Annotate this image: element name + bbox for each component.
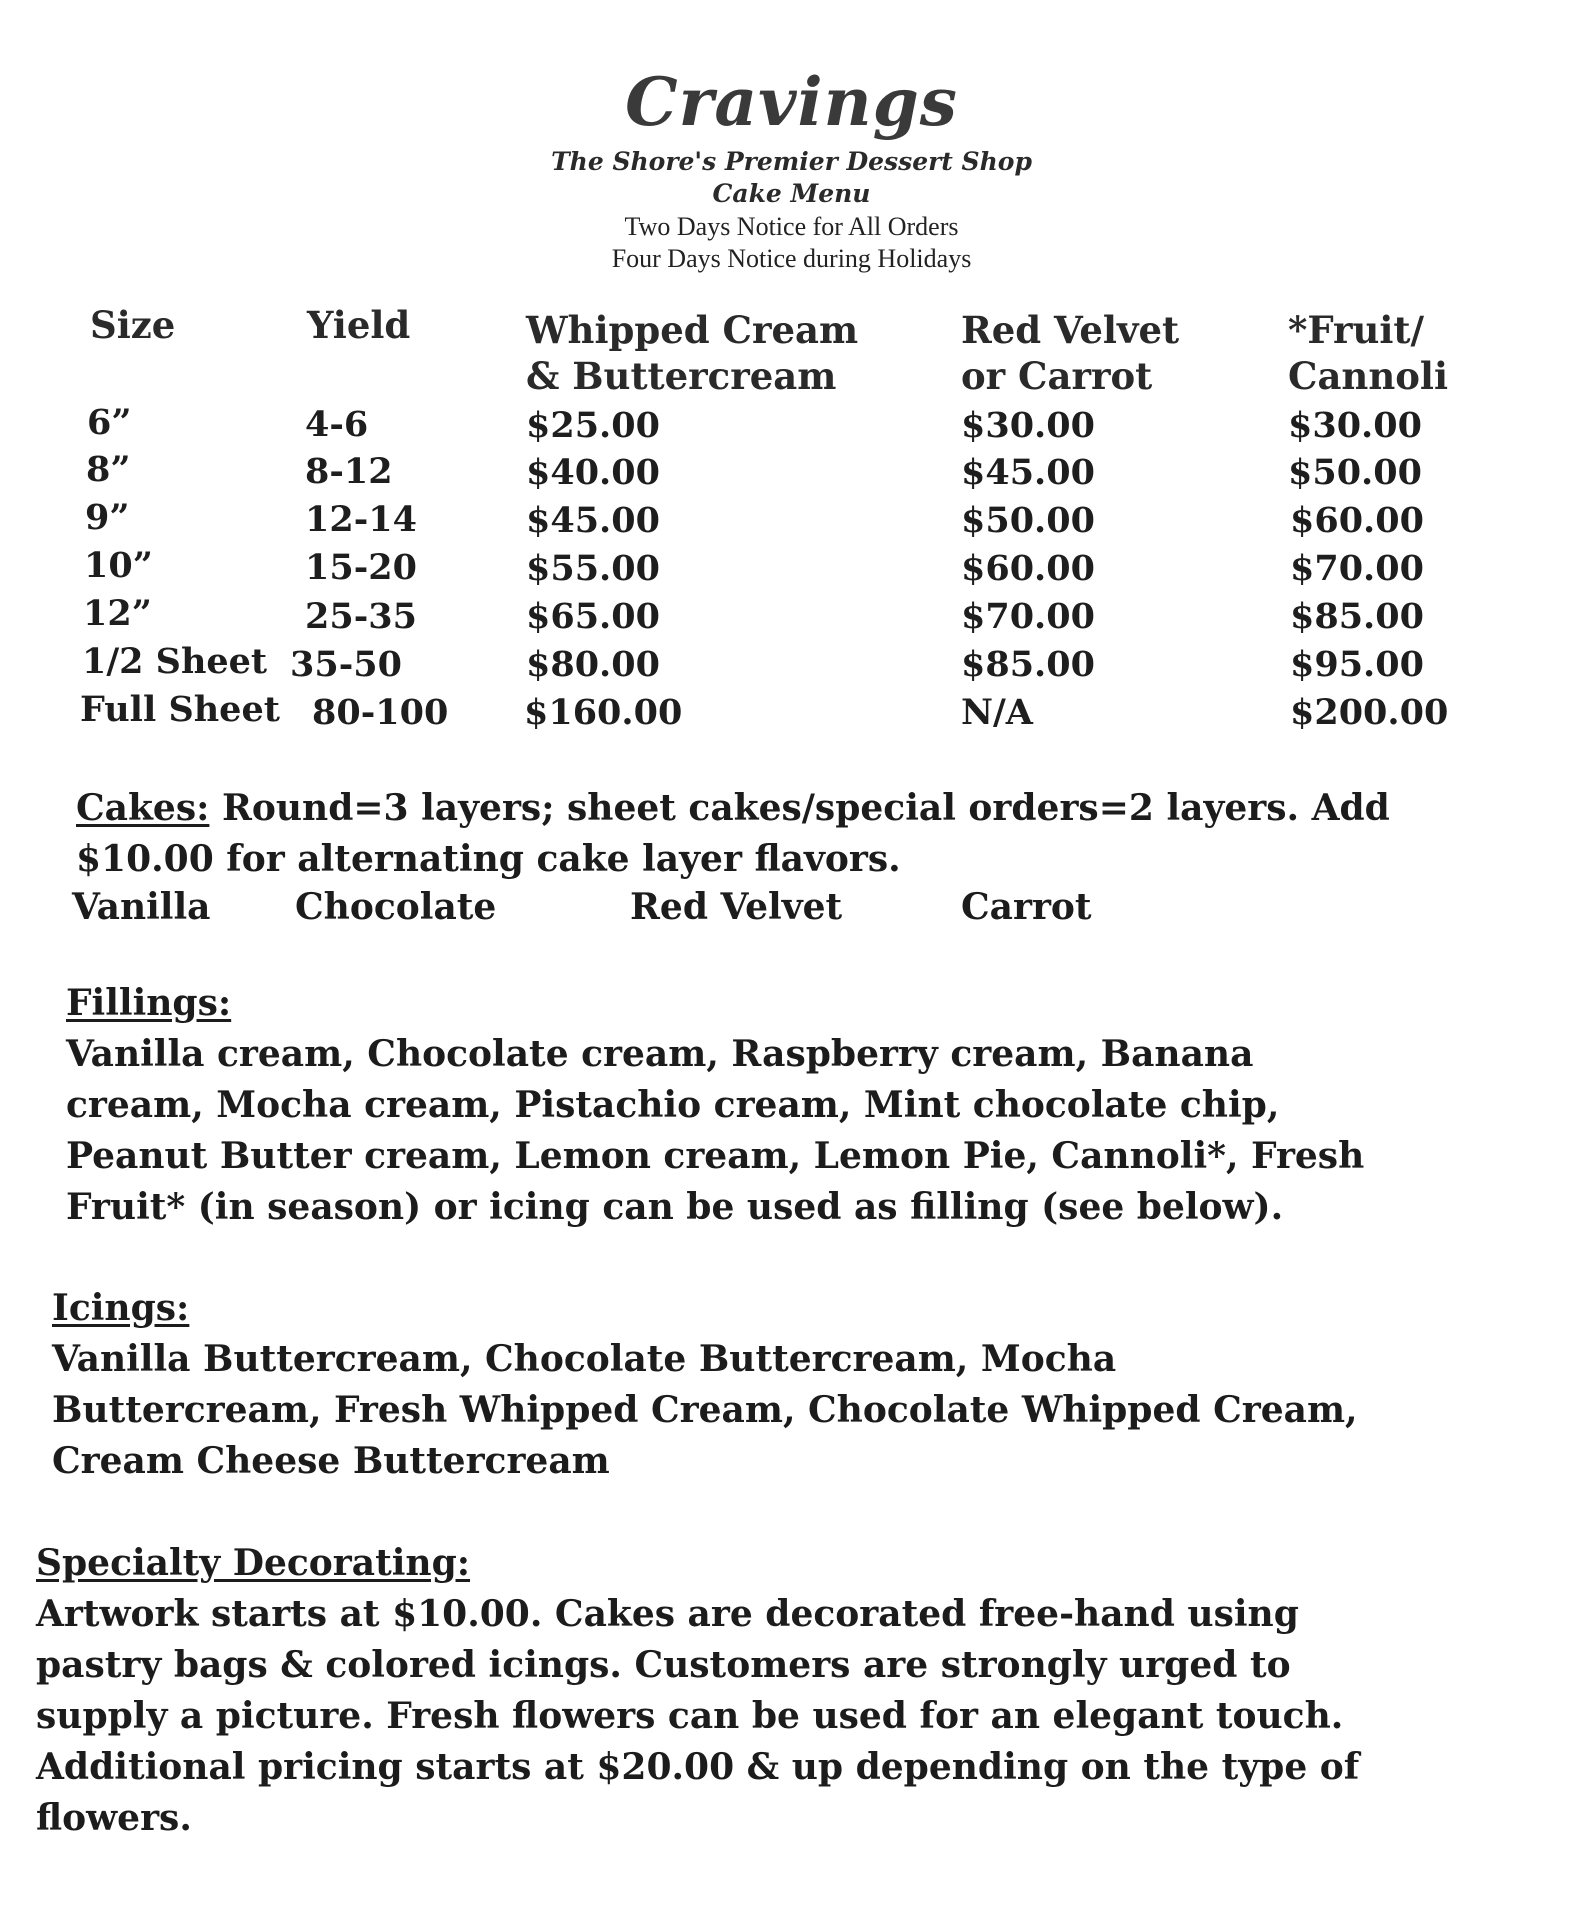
table-row-whipped-price: $40.00 (526, 452, 660, 493)
cakes-text-line-2: $10.00 for alternating cake layer flavors. (76, 838, 901, 880)
table-row-fruit-price: $50.00 (1288, 452, 1422, 493)
decorating-line: pastry bags & colored icings. Customers are strongly urged to (36, 1644, 1291, 1686)
shop-title: Cravings (625, 63, 958, 141)
header-whipped-line-2: & Buttercream (526, 354, 837, 398)
fillings-line: Peanut Butter cream, Lemon cream, Lemon Pie, Cannoli*, Fresh (66, 1135, 1365, 1177)
decorating-section (36, 1538, 1359, 1844)
icings-line: Vanilla Buttercream, Chocolate Buttercream, Mocha (52, 1338, 1117, 1380)
shop-tagline: The Shore's Premier Dessert Shop (551, 147, 1032, 176)
table-row-size: 9” (85, 497, 130, 538)
table-row-whipped-price: $45.00 (526, 500, 660, 541)
icings-section (52, 1283, 1358, 1487)
table-row-fruit-price: $95.00 (1290, 644, 1424, 685)
table-row-fruit-price: $200.00 (1290, 692, 1449, 733)
table-row-red-price: $50.00 (961, 500, 1095, 541)
header-red-line-2: or Carrot (961, 354, 1153, 398)
table-row-red-price: $45.00 (961, 452, 1095, 493)
table-row-red-price: N/A (961, 692, 1033, 733)
table-row-size: Full Sheet (80, 689, 280, 730)
fillings-section (66, 978, 1364, 1233)
table-row-yield: 80-100 (312, 692, 449, 733)
fillings-line: cream, Mocha cream, Pistachio cream, Mint chocolate chip, (66, 1084, 1280, 1126)
notice-standard: Two Days Notice for All Orders (624, 212, 959, 241)
table-row-whipped-price: $55.00 (526, 548, 660, 589)
table-row-whipped-price: $25.00 (526, 405, 660, 446)
table-row-whipped-price: $160.00 (524, 692, 683, 733)
table-row-size: 12” (83, 593, 152, 634)
table-row-size: 8” (86, 449, 131, 490)
table-row-red-price: $60.00 (961, 548, 1095, 589)
decorating-heading: Specialty Decorating: (36, 1542, 471, 1584)
icings-heading: Icings: (52, 1287, 190, 1329)
decorating-line: Artwork starts at $10.00. Cakes are decorated free-hand using (36, 1593, 1299, 1635)
table-row-yield: 12-14 (305, 499, 417, 540)
menu-name: Cake Menu (712, 179, 871, 208)
table-row-red-price: $30.00 (961, 405, 1095, 446)
fillings-line: Fruit* (in season) or icing can be used as filling (see below). (66, 1186, 1284, 1228)
header-yield: Yield (307, 303, 411, 347)
decorating-line: supply a picture. Fresh flowers can be used for an elegant touch. (36, 1695, 1344, 1737)
table-row-size: 10” (84, 545, 153, 586)
cakes-section (76, 783, 1390, 885)
fillings-heading: Fillings: (66, 982, 232, 1024)
cakes-heading: Cakes: (76, 787, 210, 829)
table-row-yield: 8-12 (305, 451, 393, 492)
table-row-whipped-price: $80.00 (526, 644, 660, 685)
header-whipped-line-1: Whipped Cream (526, 308, 859, 352)
decorating-line: flowers. (36, 1797, 192, 1839)
table-row-red-price: $70.00 (961, 596, 1095, 637)
icings-line: Cream Cheese Buttercream (52, 1440, 610, 1482)
icings-line: Buttercream, Fresh Whipped Cream, Chocolate Whipped Cream, (52, 1389, 1358, 1431)
header-red-line-1: Red Velvet (961, 308, 1180, 352)
table-row-yield: 35-50 (290, 644, 402, 685)
header-fruit-line-2: Cannoli (1288, 354, 1449, 398)
table-row-whipped-price: $65.00 (526, 596, 660, 637)
flavor-carrot: Carrot (961, 886, 1092, 928)
fillings-line: Vanilla cream, Chocolate cream, Raspberry cream, Banana (66, 1033, 1254, 1075)
table-row-yield: 4-6 (305, 404, 369, 445)
table-row-size: 6” (87, 402, 132, 443)
header-fruit-line-1: *Fruit/ (1288, 308, 1425, 352)
table-row-fruit-price: $85.00 (1290, 596, 1424, 637)
flavor-vanilla: Vanilla (72, 886, 211, 928)
table-row-fruit-price: $30.00 (1288, 405, 1422, 446)
header-size: Size (90, 303, 176, 347)
table-row-fruit-price: $60.00 (1290, 500, 1424, 541)
decorating-line: Additional pricing starts at $20.00 & up depending on the type of (36, 1746, 1360, 1788)
table-row-size: 1/2 Sheet (82, 641, 268, 682)
table-row-yield: 25-35 (305, 596, 417, 637)
table-row-red-price: $85.00 (961, 644, 1095, 685)
table-row-yield: 15-20 (305, 547, 417, 588)
flavor-red-velvet: Red Velvet (630, 886, 843, 928)
cakes-text-line-1: Round=3 layers; sheet cakes/special orders=2 layers. Add (221, 787, 1390, 829)
table-row-fruit-price: $70.00 (1290, 548, 1424, 589)
notice-holidays: Four Days Notice during Holidays (611, 244, 972, 273)
flavor-chocolate: Chocolate (295, 886, 497, 928)
